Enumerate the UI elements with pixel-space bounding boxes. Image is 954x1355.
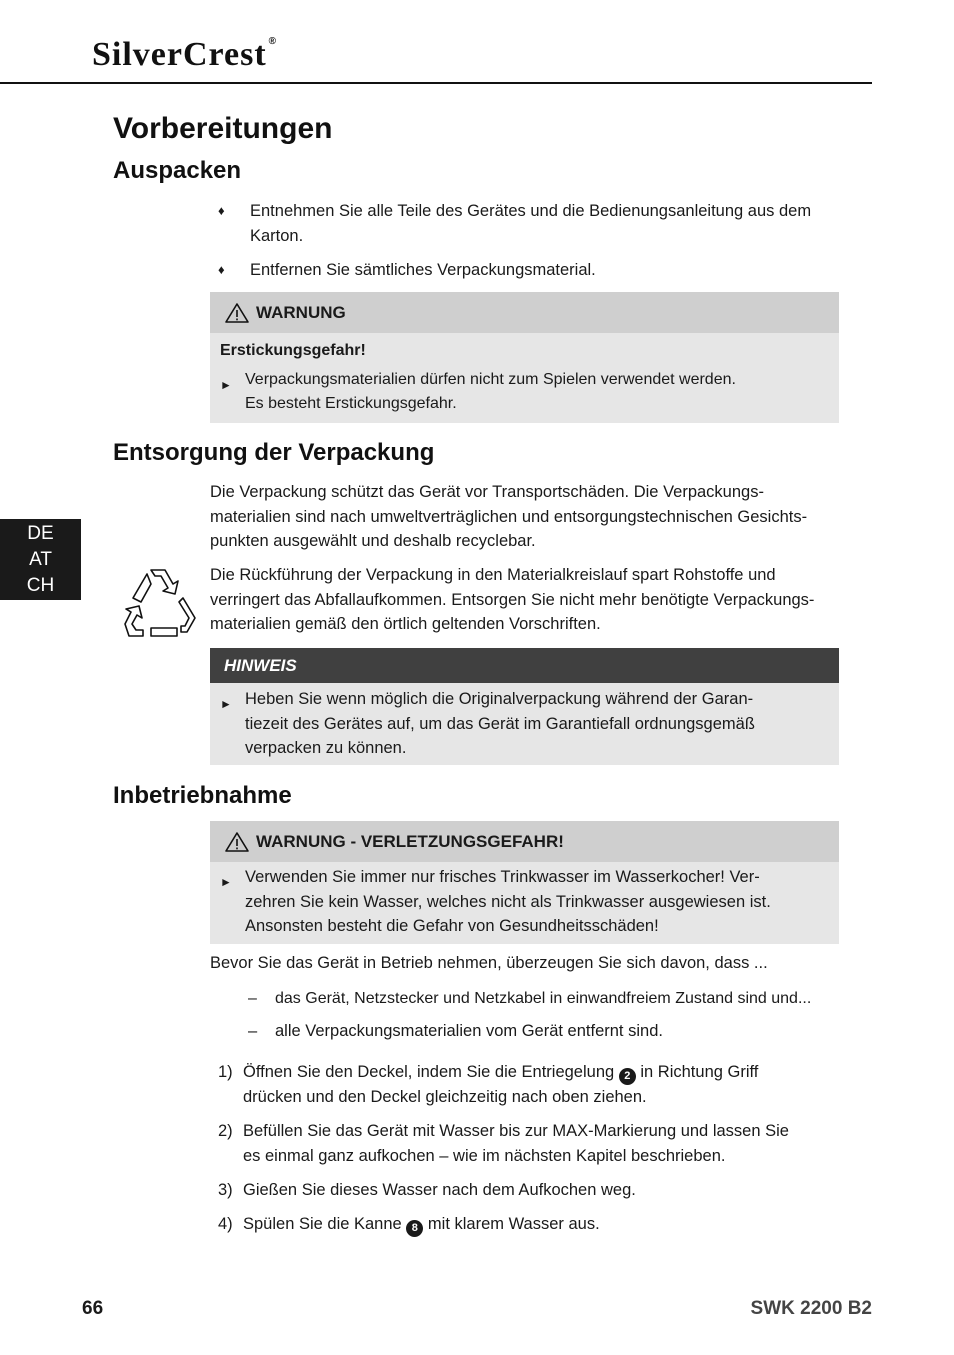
page-title: Vorbereitungen [113, 112, 333, 145]
header-rule [0, 82, 872, 84]
arrow-bullet-icon: ► [220, 875, 232, 889]
section-heading-unpacking: Auspacken [113, 157, 242, 184]
list-item: ♦ Entnehmen Sie alle Teile des Gerätes und die Bedienungsanleitung aus dem Karton. [213, 199, 843, 248]
section-heading-disposal: Entsorgung der Verpackung [113, 439, 435, 466]
list-item: ♦ Entfernen Sie sämtliches Verpackungsmaterial. [213, 258, 843, 283]
hint-item: ► Heben Sie wenn möglich die Originalverpackung während der Garan- tiezeit des Gerätes auf, um das Gerät im Garantiefall ordnungsgemäß verpacken zu können. [210, 687, 839, 761]
part-reference-badge: 8 [406, 1220, 423, 1237]
arrow-bullet-icon: ► [220, 697, 232, 711]
paragraph: Die Rückführung der Verpackung in den Materialkreislauf spart Rohstoffe und verringert das Abfallaufkommen. Entsorgen Sie nicht mehr benötigte Verpackungs- materialien gemäß den örtlich geltenden Vorschriften. [210, 566, 815, 633]
hint-box [210, 648, 839, 765]
lang-de: DE [27, 523, 54, 544]
step-item: 4) Spülen Sie die Kanne 8 mit klarem Wasser aus. [218, 1212, 838, 1237]
warning-box-injury [210, 821, 839, 944]
recycling-icon [121, 564, 203, 642]
section-heading-startup: Inbetriebnahme [113, 782, 292, 809]
step-item: 2) Befüllen Sie das Gerät mit Wasser bis zur MAX-Markierung und lassen Sie es einmal ganz aufkochen – wie im nächsten Kapitel beschrieben. [218, 1122, 789, 1165]
paragraph: Die Verpackung schützt das Gerät vor Transportschäden. Die Verpackungs- materialien sind nach umweltverträglichen und entsorgungstechnischen Gesichts- punkten ausgewählt und deshalb recyclebar. [210, 483, 808, 550]
step-item: 1) Öffnen Sie den Deckel, indem Sie die Entriegelung 2 in Richtung Griff drücken und den Deckel gleichzeitig nach oben ziehen. [218, 1063, 759, 1106]
model-number: SWK 2200 B2 [750, 1298, 872, 1319]
diamond-bullet-icon: ♦ [218, 203, 225, 218]
warning-triangle-icon [224, 831, 250, 853]
warning-header: WARNUNG [210, 292, 839, 333]
page-number: 66 [82, 1298, 104, 1319]
list-item: – das Gerät, Netzstecker und Netzkabel in einwandfreiem Zustand sind und... [248, 990, 812, 1007]
arrow-bullet-icon: ► [220, 377, 232, 392]
part-reference-badge: 2 [619, 1068, 636, 1085]
hint-header: HINWEIS [210, 648, 839, 683]
step-item: 3) Gießen Sie dieses Wasser nach dem Aufkochen weg. [218, 1181, 636, 1199]
intro-text: Bevor Sie das Gerät in Betrieb nehmen, überzeugen Sie sich davon, dass ... [210, 954, 768, 972]
brand-logo: SilverCrest ® [92, 36, 278, 73]
warning-box-suffocation [210, 292, 839, 423]
diamond-bullet-icon: ♦ [218, 262, 225, 277]
warning-item: ► Verwenden Sie immer nur frisches Trinkwasser im Wasserkocher! Ver- zehren Sie kein Wasser, welches nicht als Trinkwasser ausgewiesen ist. Ansonsten besteht die Gefahr von Gesundheitsschäden! [210, 865, 839, 939]
list-item: – alle Verpackungsmaterialien vom Gerät entfernt sind. [248, 1022, 663, 1040]
lang-ch: CH [26, 575, 55, 596]
lang-at: AT [29, 549, 52, 570]
warning-subtitle: Erstickungsgefahr! [220, 342, 366, 359]
warning-triangle-icon [224, 302, 250, 324]
language-tab [0, 519, 81, 600]
warning-item: ► Verpackungsmaterialien dürfen nicht zum Spielen verwendet werden. Es besteht Erstickungsgefahr. [210, 368, 839, 416]
warning-header: WARNUNG - VERLETZUNGSGEFAHR! [210, 821, 839, 862]
